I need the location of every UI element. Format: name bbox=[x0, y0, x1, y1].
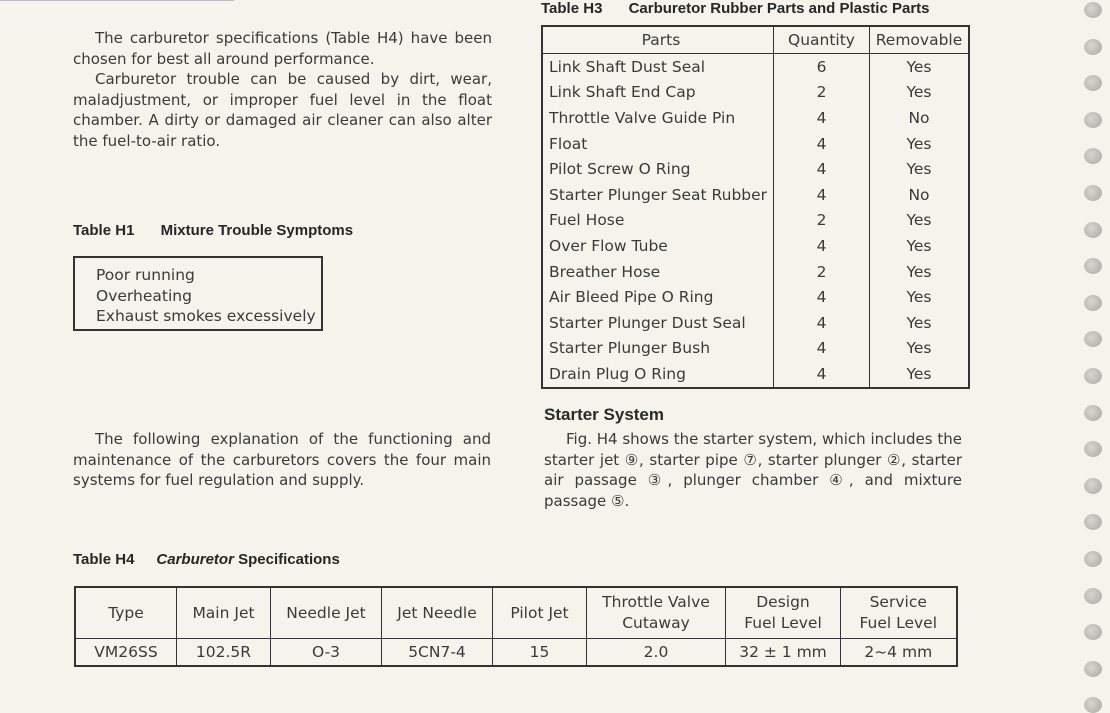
table-h1-title: Mixture Trouble Symptoms bbox=[160, 222, 354, 239]
table-row bbox=[542, 259, 969, 285]
table-row bbox=[542, 80, 969, 106]
table-cell: 4 bbox=[774, 105, 870, 131]
symptom-item: Exhaust smokes excessively bbox=[96, 307, 316, 325]
table-cell: Breather Hose bbox=[542, 259, 774, 285]
table-cell: Pilot Screw O Ring bbox=[542, 156, 774, 182]
table-header-row bbox=[75, 587, 957, 639]
table-cell: Yes bbox=[906, 211, 932, 230]
table-cell: Yes bbox=[906, 313, 932, 332]
binder-hole bbox=[1084, 405, 1102, 421]
table-cell: Over Flow Tube bbox=[542, 233, 774, 259]
table-cell: 4 bbox=[774, 361, 870, 388]
top-rule bbox=[0, 0, 234, 1]
table-cell: 4 bbox=[774, 284, 870, 310]
table-h3-caption bbox=[541, 0, 930, 17]
table-row bbox=[542, 182, 969, 208]
table-h4-title-italic: Carburetor bbox=[156, 551, 234, 568]
table-cell: Starter Plunger Bush bbox=[542, 336, 774, 362]
table-row bbox=[542, 54, 969, 80]
table-cell: Yes bbox=[906, 364, 932, 383]
column-header: Throttle Valve Cutaway bbox=[587, 587, 726, 639]
table-cell: 4 bbox=[774, 336, 870, 362]
intro-text bbox=[73, 28, 492, 151]
binder-hole bbox=[1084, 368, 1102, 384]
table-h4-title-rest: Specifications bbox=[233, 551, 340, 568]
table-row bbox=[542, 336, 969, 362]
column-header-quantity: Quantity bbox=[774, 26, 870, 54]
table-cell: Yes bbox=[906, 57, 932, 76]
binder-holes bbox=[1070, 0, 1110, 705]
table-h3 bbox=[541, 25, 970, 389]
column-header: Service Fuel Level bbox=[841, 587, 957, 639]
binder-hole bbox=[1084, 222, 1102, 238]
table-cell: 4 bbox=[774, 156, 870, 182]
table-cell: Yes bbox=[906, 339, 932, 358]
binder-hole bbox=[1084, 295, 1102, 311]
starter-system-text bbox=[544, 429, 962, 511]
table-cell: Float bbox=[542, 131, 774, 157]
explanation-paragraph: The following explanation of the functioning and maintenance of the carburetors covers the four main systems for fuel regulation and supply. bbox=[73, 430, 491, 489]
table-cell: Yes bbox=[906, 288, 932, 307]
binder-hole bbox=[1084, 697, 1102, 713]
table-row bbox=[542, 233, 969, 259]
starter-system-paragraph: Fig. H4 shows the starter system, which includes the starter jet ⑨, starter pipe ⑦, starter plunger ②, starter air passage ③, plunger chamber ④, and mixture passage ⑤. bbox=[544, 430, 962, 510]
table-header-row bbox=[542, 26, 969, 54]
column-header-parts: Parts bbox=[542, 26, 774, 54]
table-cell: Yes bbox=[906, 134, 932, 153]
table-cell: Fuel Hose bbox=[542, 208, 774, 234]
binder-hole bbox=[1084, 441, 1102, 457]
table-cell: 5CN7-4 bbox=[382, 639, 493, 667]
table-cell: Link Shaft End Cap bbox=[542, 80, 774, 106]
symptom-item: Overheating bbox=[96, 286, 192, 305]
binder-hole bbox=[1084, 588, 1102, 604]
table-cell: No bbox=[908, 185, 930, 204]
intro-paragraph-2: Carburetor trouble can be caused by dirt, wear, maladjustment, or improper fuel level in the float chamber. A dirty or damaged air cleaner can also alter the fuel-to-air ratio. bbox=[73, 70, 492, 150]
table-row bbox=[75, 639, 957, 667]
table-row bbox=[542, 105, 969, 131]
column-header-removable: Removable bbox=[870, 26, 970, 54]
table-cell: Air Bleed Pipe O Ring bbox=[542, 284, 774, 310]
table-cell: Yes bbox=[906, 262, 932, 281]
binder-hole bbox=[1084, 258, 1102, 274]
table-cell: 2 bbox=[774, 259, 870, 285]
table-cell: 6 bbox=[774, 54, 870, 80]
table-cell: Throttle Valve Guide Pin bbox=[542, 105, 774, 131]
binder-hole bbox=[1084, 112, 1102, 128]
table-row bbox=[542, 208, 969, 234]
table-h1-number: Table H1 bbox=[73, 222, 135, 239]
table-cell: Yes bbox=[906, 236, 932, 255]
column-header: Jet Needle bbox=[382, 587, 493, 639]
table-cell: 2.0 bbox=[587, 639, 726, 667]
table-cell: 2 bbox=[774, 208, 870, 234]
table-row bbox=[542, 156, 969, 182]
table-cell: No bbox=[908, 108, 930, 127]
binder-hole bbox=[1084, 624, 1102, 640]
table-cell: O-3 bbox=[271, 639, 382, 667]
table-h1-caption bbox=[73, 222, 353, 239]
table-cell: Starter Plunger Dust Seal bbox=[542, 310, 774, 336]
binder-hole bbox=[1084, 185, 1102, 201]
table-cell: 32 ± 1 mm bbox=[726, 639, 841, 667]
column-header: Type bbox=[75, 587, 177, 639]
binder-hole bbox=[1084, 148, 1102, 164]
binder-hole bbox=[1084, 2, 1102, 18]
table-cell: Yes bbox=[906, 83, 932, 102]
table-row bbox=[542, 310, 969, 336]
binder-hole bbox=[1084, 478, 1102, 494]
binder-hole bbox=[1084, 39, 1102, 55]
table-row bbox=[542, 361, 969, 388]
table-row bbox=[542, 131, 969, 157]
table-h4-number: Table H4 bbox=[73, 551, 135, 568]
table-row bbox=[542, 284, 969, 310]
table-h3-number: Table H3 bbox=[541, 0, 603, 17]
table-h4-caption bbox=[73, 551, 340, 568]
table-cell: Yes bbox=[906, 160, 932, 179]
table-h3-title: Carburetor Rubber Parts and Plastic Parts bbox=[628, 0, 930, 17]
symptom-item: Poor running bbox=[96, 266, 195, 284]
table-cell: 4 bbox=[774, 310, 870, 336]
table-cell: 15 bbox=[493, 639, 587, 667]
binder-hole bbox=[1084, 551, 1102, 567]
table-cell: 4 bbox=[774, 233, 870, 259]
table-cell: Drain Plug O Ring bbox=[542, 361, 774, 388]
binder-hole bbox=[1084, 661, 1102, 677]
table-h1-box bbox=[73, 256, 323, 331]
table-cell: VM26SS bbox=[75, 639, 177, 667]
binder-hole bbox=[1084, 75, 1102, 91]
column-header: Pilot Jet bbox=[493, 587, 587, 639]
table-h4 bbox=[74, 586, 958, 667]
explanation-text bbox=[73, 429, 491, 491]
starter-system-heading: Starter System bbox=[544, 405, 665, 424]
table-cell: Starter Plunger Seat Rubber bbox=[542, 182, 774, 208]
table-cell: 4 bbox=[774, 182, 870, 208]
table-cell: 2 bbox=[774, 80, 870, 106]
table-cell: 4 bbox=[774, 131, 870, 157]
intro-paragraph-1: The carburetor specifications (Table H4) have been chosen for best all around performance. bbox=[73, 29, 492, 68]
binder-hole bbox=[1084, 331, 1102, 347]
column-header: Main Jet bbox=[177, 587, 271, 639]
column-header: Needle Jet bbox=[271, 587, 382, 639]
binder-hole bbox=[1084, 514, 1102, 530]
column-header: Design Fuel Level bbox=[726, 587, 841, 639]
table-cell: Link Shaft Dust Seal bbox=[542, 54, 774, 80]
table-cell: 102.5R bbox=[177, 639, 271, 667]
table-cell: 2~4 mm bbox=[841, 639, 957, 667]
